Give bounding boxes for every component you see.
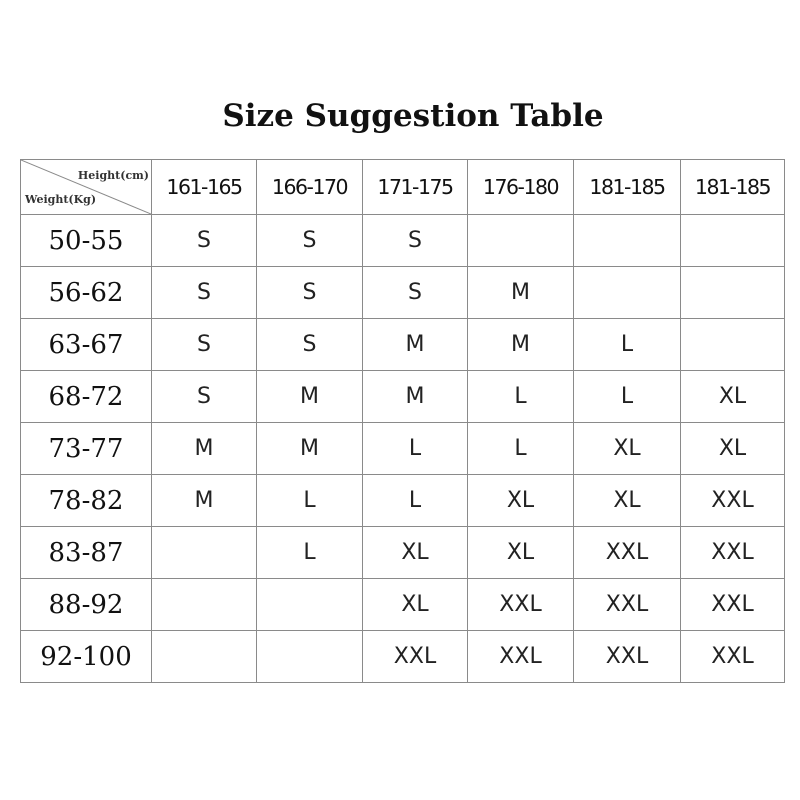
size-cell	[257, 631, 363, 683]
size-cell: S	[363, 215, 468, 267]
size-cell: XL	[574, 423, 681, 475]
page-title: Size Suggestion Table	[222, 98, 604, 134]
header-row	[21, 160, 785, 215]
size-cell: S	[152, 319, 257, 371]
weight-range-cell: 92-100	[21, 631, 152, 683]
size-cell: XXL	[574, 527, 681, 579]
size-cell: M	[468, 319, 574, 371]
size-cell: XL	[468, 475, 574, 527]
size-cell: XXL	[681, 475, 785, 527]
weight-range-cell: 88-92	[21, 579, 152, 631]
table-row	[21, 319, 785, 371]
table-row	[21, 527, 785, 579]
size-cell	[152, 579, 257, 631]
size-cell: XXL	[681, 527, 785, 579]
size-cell: XL	[363, 579, 468, 631]
size-cell	[468, 215, 574, 267]
size-cell: XL	[681, 371, 785, 423]
height-axis-label: Height(cm)	[77, 169, 149, 182]
size-cell	[152, 631, 257, 683]
size-suggestion-table	[20, 159, 785, 683]
size-cell: S	[257, 319, 363, 371]
size-cell: L	[574, 319, 681, 371]
height-range-header: 181-185	[574, 160, 681, 215]
size-cell: XXL	[363, 631, 468, 683]
size-cell: XXL	[574, 631, 681, 683]
size-cell: XL	[574, 475, 681, 527]
size-cell: M	[152, 423, 257, 475]
table-row	[21, 475, 785, 527]
weight-range-cell: 56-62	[21, 267, 152, 319]
size-cell: L	[257, 527, 363, 579]
size-cell: S	[257, 215, 363, 267]
size-cell: XXL	[468, 631, 574, 683]
size-cell: XL	[363, 527, 468, 579]
height-range-header: 166-170	[257, 160, 363, 215]
table-row	[21, 423, 785, 475]
size-cell: XXL	[468, 579, 574, 631]
table-row	[21, 215, 785, 267]
size-cell: L	[363, 423, 468, 475]
weight-range-cell: 73-77	[21, 423, 152, 475]
size-cell: M	[257, 371, 363, 423]
table-row	[21, 371, 785, 423]
size-cell	[574, 215, 681, 267]
weight-range-cell: 83-87	[21, 527, 152, 579]
size-cell: M	[363, 319, 468, 371]
size-cell: S	[257, 267, 363, 319]
weight-range-cell: 68-72	[21, 371, 152, 423]
height-range-header: 171-175	[363, 160, 468, 215]
height-range-header: 161-165	[152, 160, 257, 215]
weight-range-cell: 63-67	[21, 319, 152, 371]
table-row	[21, 631, 785, 683]
size-cell: S	[152, 371, 257, 423]
size-cell: L	[257, 475, 363, 527]
size-cell: XL	[468, 527, 574, 579]
weight-range-cell: 78-82	[21, 475, 152, 527]
size-cell	[574, 267, 681, 319]
table-row	[21, 579, 785, 631]
size-cell: L	[574, 371, 681, 423]
size-cell: S	[152, 267, 257, 319]
size-cell: M	[363, 371, 468, 423]
weight-range-cell: 50-55	[21, 215, 152, 267]
height-range-header: 181-185	[681, 160, 785, 215]
size-cell	[257, 579, 363, 631]
size-cell: M	[257, 423, 363, 475]
size-cell: XXL	[574, 579, 681, 631]
corner-header-cell	[21, 160, 152, 215]
size-cell: S	[152, 215, 257, 267]
size-cell: S	[363, 267, 468, 319]
size-cell: XXL	[681, 631, 785, 683]
size-cell: XL	[681, 423, 785, 475]
size-cell	[681, 215, 785, 267]
size-cell: M	[468, 267, 574, 319]
size-cell	[681, 267, 785, 319]
size-cell: L	[363, 475, 468, 527]
size-cell: XXL	[681, 579, 785, 631]
size-cell: L	[468, 371, 574, 423]
table-body	[21, 215, 785, 683]
weight-axis-label: Weight(Kg)	[25, 193, 97, 206]
size-cell: M	[152, 475, 257, 527]
size-cell	[152, 527, 257, 579]
table-row	[21, 267, 785, 319]
height-range-header: 176-180	[468, 160, 574, 215]
size-cell: L	[468, 423, 574, 475]
size-cell	[681, 319, 785, 371]
